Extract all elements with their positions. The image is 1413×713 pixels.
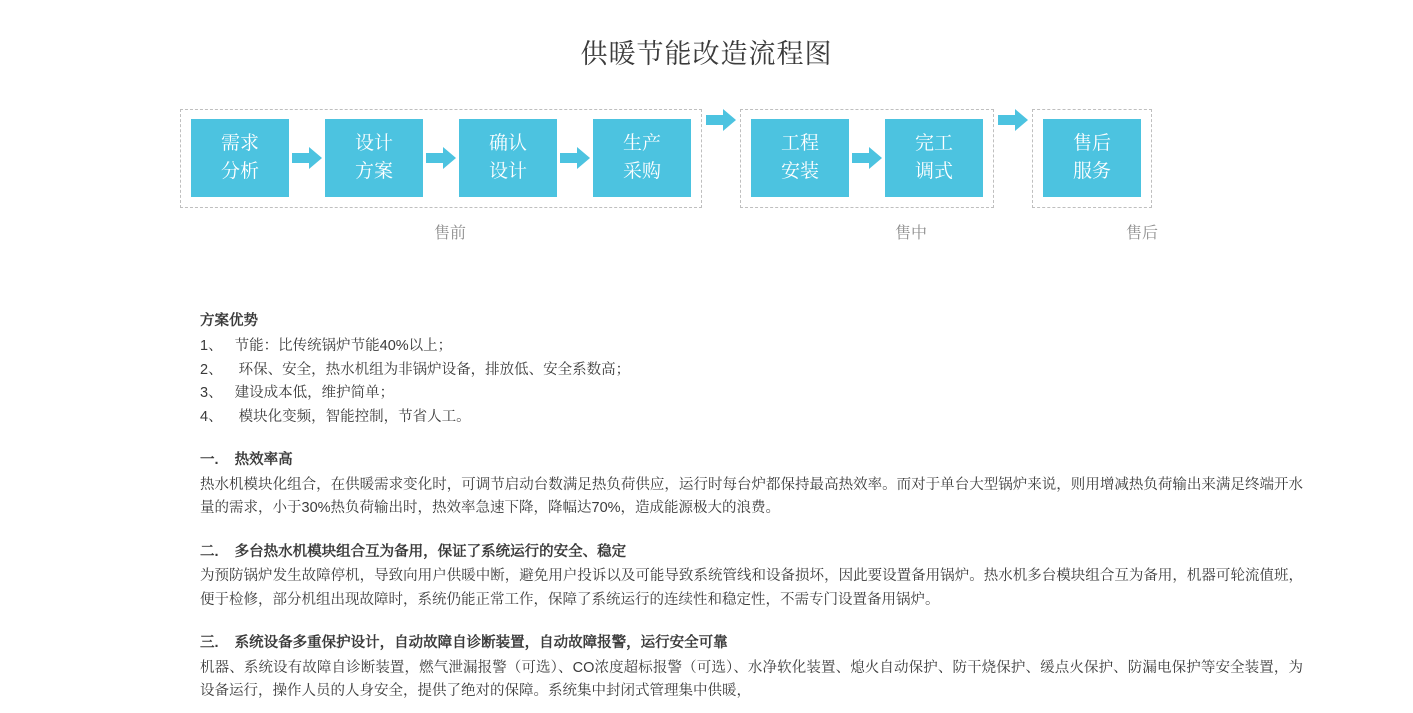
page-title: 供暖节能改造流程图 xyxy=(580,39,833,69)
section-thermal-efficiency xyxy=(200,449,1303,520)
phase-group-duringsale xyxy=(740,109,994,208)
flow-node-completion-commissioning[interactable] xyxy=(885,119,983,197)
flow-node-after-sales-service[interactable] xyxy=(1043,119,1141,197)
flow-row xyxy=(0,109,1413,208)
flow-node-line2: 调式 xyxy=(914,161,953,182)
section-heading: 三. 系统设备多重保护设计，自动故障自诊断装置，自动故障报警，运行安全可靠 xyxy=(200,635,728,652)
phase-label-aftersale: 售后 xyxy=(1125,225,1159,242)
flow-node-line2: 安装 xyxy=(780,161,819,182)
section-body: 热水机模块化组合，在供暖需求变化时，可调节启动台数满足热负荷供应，运行时每台炉都保持最高热效率。而对于单台大型锅炉来说，则用增减热负荷输出来满足终端开水量的需求，小于30%热负荷输出时，热效率急速下降，降幅达70%，造成能源极大的浪费。 xyxy=(200,476,1303,517)
flow-node-line1: 生产 xyxy=(622,133,661,155)
arrow-icon xyxy=(289,147,325,169)
phase-label-presale: 售前 xyxy=(433,225,467,242)
arrow-icon xyxy=(849,147,885,169)
flow-node-line1: 设计 xyxy=(354,133,393,155)
flow-node-engineering-installation[interactable] xyxy=(751,119,849,197)
list-item: 3、 建设成本低，维护简单； xyxy=(200,385,395,402)
arrow-icon xyxy=(702,109,740,131)
advantages-list xyxy=(200,335,1303,429)
flow-node-line1: 售后 xyxy=(1072,133,1111,155)
phase-label-row xyxy=(0,220,1413,250)
list-item: 2、 环保、安全，热水机组为非锅炉设备，排放低、安全系数高； xyxy=(200,361,631,378)
flow-node-line1: 需求 xyxy=(220,133,259,155)
flow-node-requirement-analysis[interactable] xyxy=(191,119,289,197)
flow-node-production-purchase[interactable] xyxy=(593,119,691,197)
flow-node-design-plan[interactable] xyxy=(325,119,423,197)
flow-node-line2: 方案 xyxy=(354,161,393,182)
flow-node-line1: 确认 xyxy=(488,133,527,155)
phase-group-aftersale xyxy=(1032,109,1152,208)
section-heading: 二. 多台热水机模块组合互为备用，保证了系统运行的安全、稳定 xyxy=(200,543,627,560)
flow-node-line1: 工程 xyxy=(780,133,819,155)
section-body: 机器、系统设有故障自诊断装置，燃气泄漏报警（可选）、CO浓度超标报警（可选）、水净软化装置、熄火自动保护、防干烧保护、缓点火保护、防漏电保护等安全装置，为设备运行，操作人员的人身安全，提供了绝对的保障。系统集中封闭式管理集中供暖， xyxy=(200,659,1303,700)
section-safety-protection xyxy=(200,632,1303,703)
arrow-icon xyxy=(557,147,593,169)
flow-node-line1: 完工 xyxy=(914,133,953,155)
list-item: 4、 模块化变频，智能控制，节省人工。 xyxy=(200,408,471,425)
arrow-icon xyxy=(423,147,459,169)
phase-label-duringsale: 售中 xyxy=(894,225,928,242)
flow-node-line2: 采购 xyxy=(622,161,661,182)
advantages-title: 方案优势 xyxy=(200,313,258,329)
arrow-icon xyxy=(994,109,1032,131)
content-body xyxy=(200,310,1303,704)
section-redundancy xyxy=(200,541,1303,612)
list-item: 1、 节能：比传统锅炉节能40%以上； xyxy=(200,338,453,355)
section-body: 为预防锅炉发生故障停机，导致向用户供暖中断，避免用户投诉以及可能导致系统管线和设备损坏，因此要设置备用锅炉。热水机多台模块组合互为备用，机器可轮流值班，便于检修，部分机组出现故障时，系统仍能正常工作，保障了系统运行的连续性和稳定性，不需专门设置备用锅炉。 xyxy=(200,568,1303,608)
process-flow-diagram xyxy=(0,109,1413,259)
flow-node-confirm-design[interactable] xyxy=(459,119,557,197)
flow-node-line2: 分析 xyxy=(220,161,259,182)
phase-group-presale xyxy=(180,109,702,208)
flow-node-line2: 设计 xyxy=(488,161,527,182)
flow-node-line2: 服务 xyxy=(1072,161,1111,182)
section-heading: 一. 热效率高 xyxy=(200,452,293,469)
